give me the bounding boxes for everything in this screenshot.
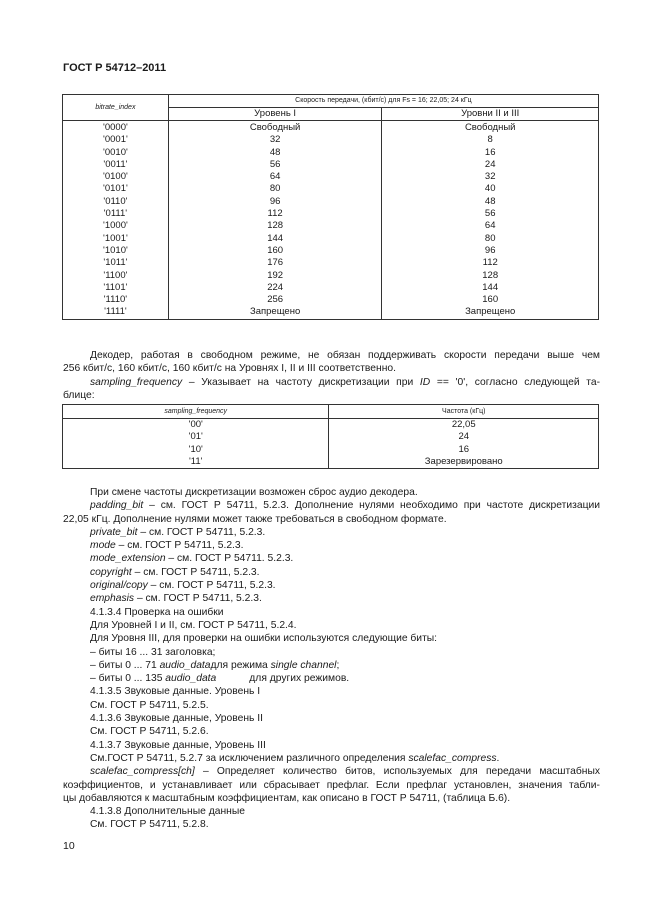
text-line: См. ГОСТ Р 54711, 5.2.8. [90,819,209,831]
level1-cell: 192 [168,270,382,282]
sampling-frequency-header: sampling_frequency [63,405,329,419]
frequency-cell: 16 [329,444,599,456]
level23-cell: 16 [382,147,599,159]
level23-cell: 56 [382,208,599,220]
text-span: . [496,752,500,764]
table-row [63,233,599,245]
table-row [63,294,599,306]
level1-cell: Свободный [168,121,382,135]
bitrate-index-cell: '0010' [63,147,169,159]
table-row [63,456,599,469]
sampling-code-cell: '00' [63,419,329,432]
term: scalefac_compress [408,752,497,764]
table-row [63,196,599,208]
level1-cell: 256 [168,294,382,306]
text-line: 22,05 кГц. Дополнение нулями может также требоваться в свободном формате. [63,513,447,525]
text-line [63,376,600,389]
bitrate-index-cell: '1010' [63,245,169,257]
bitrate-table [62,94,599,320]
level23-cell: Свободный [382,121,599,135]
text-span: – см. ГОСТ Р 54711, 5.2.3. Дополнение нулями необходимо при частоте дискретизации [143,500,600,512]
text-line [63,752,600,765]
table-row [63,121,599,135]
text-line [63,566,600,579]
text-line [63,499,600,512]
level23-cell: 48 [382,196,599,208]
page-number: 10 [63,840,75,852]
body-text [63,486,600,832]
term: single channel [270,659,337,671]
table-row [63,257,599,269]
text-span: – см. ГОСТ Р 54711, 5.2.3. [115,540,244,552]
section-heading: 4.1.3.8 Дополнительные данные [90,806,245,818]
text-line: См. ГОСТ Р 54711, 5.2.5. [90,699,209,711]
text-line [63,552,600,565]
text-line: цы добавляются к масштабным коэффициентам, как описано в ГОСТ Р 54711, (таблица Б.6). [63,792,511,804]
sampling-frequency-intro [63,376,600,403]
level23-cell: 64 [382,220,599,232]
frequency-cell: Зарезервировано [329,456,599,469]
text-span: – см. ГОСТ Р 54711, 5.2.3. [137,526,266,538]
bitrate-index-cell: '1111' [63,306,169,319]
table-row [63,134,599,146]
level1-cell: 64 [168,171,382,183]
level1-cell: 96 [168,196,382,208]
level1-cell: 144 [168,233,382,245]
term: sampling_frequency [90,377,183,388]
level1-cell: 224 [168,282,382,294]
text-span: – Определяет количество битов, используемых для передачи масштабных [194,766,600,778]
level23-header: Уровни II и III [382,108,599,121]
text-span: – см. ГОСТ Р 54711. 5.2.3. [165,553,294,565]
bitrate-index-cell: '1100' [63,270,169,282]
table-row [63,208,599,220]
section-heading: 4.1.3.5 Звуковые данные. Уровень I [90,686,261,698]
bitrate-index-cell: '0011' [63,159,169,171]
level23-cell: 40 [382,183,599,195]
level1-cell: 160 [168,245,382,257]
frequency-cell: 22,05 [329,419,599,432]
term: private_bit [90,526,138,538]
text-line [63,539,600,552]
term: scalefac_compress[ch] [90,766,195,778]
text-span: – см. ГОСТ Р 54711, 5.2.3. [131,566,260,578]
text-span: – биты 0 ... 71 [90,659,160,671]
text-line: Для Уровня III, для проверки на ошибки используются следующие биты: [90,633,438,645]
bitrate-index-cell: '1000' [63,220,169,232]
text-line: См. ГОСТ Р 54711, 5.2.6. [90,726,209,738]
bitrate-index-cell: '1101' [63,282,169,294]
level1-cell: 80 [168,183,382,195]
section-heading: 4.1.3.6 Звуковые данные, Уровень II [90,713,263,725]
sampling-frequency-table [62,404,599,469]
text-line [63,592,600,605]
section-heading: 4.1.3.4 Проверка на ошибки [90,606,224,618]
bitrate-index-cell: '0111' [63,208,169,220]
level23-cell: 96 [382,245,599,257]
text-line: блице: [63,390,95,402]
sampling-code-cell: '10' [63,444,329,456]
text-span: ; [336,659,340,671]
sampling-code-cell: '11' [63,456,329,469]
table-row [63,306,599,319]
table-row [63,282,599,294]
text-span: – Указывает на частоту дискретизации при [182,377,420,388]
list-item [63,672,600,685]
term: emphasis [90,593,135,605]
level1-cell: 56 [168,159,382,171]
text-line: коэффициентов, и устанавливает или сбрасывает префлаг. Если префлаг установлен, значения табли- [63,779,600,791]
level23-cell: 24 [382,159,599,171]
table-row [63,419,599,432]
sampling-code-cell: '01' [63,431,329,443]
level1-cell: 32 [168,134,382,146]
level23-cell: 112 [382,257,599,269]
text-span: для режима [210,659,271,671]
bitrate-index-cell: '0100' [63,171,169,183]
table-row [63,220,599,232]
table-row [63,147,599,159]
bitrate-index-header: bitrate_index [63,95,169,121]
text-line [63,765,600,778]
level23-cell: 80 [382,233,599,245]
table-row [63,270,599,282]
section-heading: 4.1.3.7 Звуковые данные, Уровень III [90,739,266,751]
term: audio_data [165,673,217,685]
frequency-cell: 24 [329,431,599,443]
text-line: При смене частоты дискретизации возможен сброс аудио декодера. [90,487,418,498]
frequency-header: Частота (кГц) [329,405,599,419]
term: mode_extension [90,553,166,565]
text-span: == '0', согласно следующей та- [430,377,601,388]
bitrate-index-cell: '1011' [63,257,169,269]
level23-cell: 32 [382,171,599,183]
term: copyright [90,566,132,578]
bitrate-index-cell: '1001' [63,233,169,245]
list-item: – биты 16 ... 31 заголовка; [90,646,216,658]
table-row [63,171,599,183]
text-line: Для Уровней I и II, см. ГОСТ Р 54711, 5.2.4. [90,619,297,631]
bitrate-index-cell: '0101' [63,183,169,195]
text-line [63,579,600,592]
level1-cell: 48 [168,147,382,159]
level1-header: Уровень I [168,108,382,121]
text-span: См.ГОСТ Р 54711, 5.2.7 за исключением различного определения [90,752,409,764]
text-span: – см. ГОСТ Р 54711, 5.2.3. [134,593,262,605]
bitrate-index-cell: '0000' [63,121,169,135]
level1-cell: 128 [168,220,382,232]
text-span: – биты 0 ... 135 [90,673,166,685]
level1-cell: Запрещено [168,306,382,319]
list-item [63,659,600,672]
text-line: Декодер, работая в свободном режиме, не обязан поддерживать скорости передачи выше чем [90,350,600,361]
text-span: для других режимов. [249,673,350,685]
term: original/copy [90,580,148,592]
text-line: 256 кбит/с, 160 кбит/с, 160 кбит/с на Уровнях I, II и III соответственно. [63,363,396,375]
level23-cell: 160 [382,294,599,306]
table-row [63,159,599,171]
term: audio_data [159,659,211,671]
table-row [63,431,599,443]
text-span: – см. ГОСТ Р 54711, 5.2.3. [147,580,276,592]
term: mode [90,540,116,552]
table-row [63,245,599,257]
bitrate-index-cell: '0110' [63,196,169,208]
term: padding_bit [90,500,144,512]
table-row [63,444,599,456]
level23-cell: Запрещено [382,306,599,319]
term: ID [419,377,431,388]
level23-cell: 128 [382,270,599,282]
level1-cell: 112 [168,208,382,220]
text-line [63,526,600,539]
document-header: ГОСТ Р 54712–2011 [63,62,167,74]
level1-cell: 176 [168,257,382,269]
bitrate-speed-header: Скорость передачи, (кбит/с) для Fs = 16; 22,05; 24 кГц [168,95,598,108]
level23-cell: 144 [382,282,599,294]
free-mode-note [63,349,600,376]
table-row [63,183,599,195]
bitrate-index-cell: '1110' [63,294,169,306]
level23-cell: 8 [382,134,599,146]
bitrate-index-cell: '0001' [63,134,169,146]
